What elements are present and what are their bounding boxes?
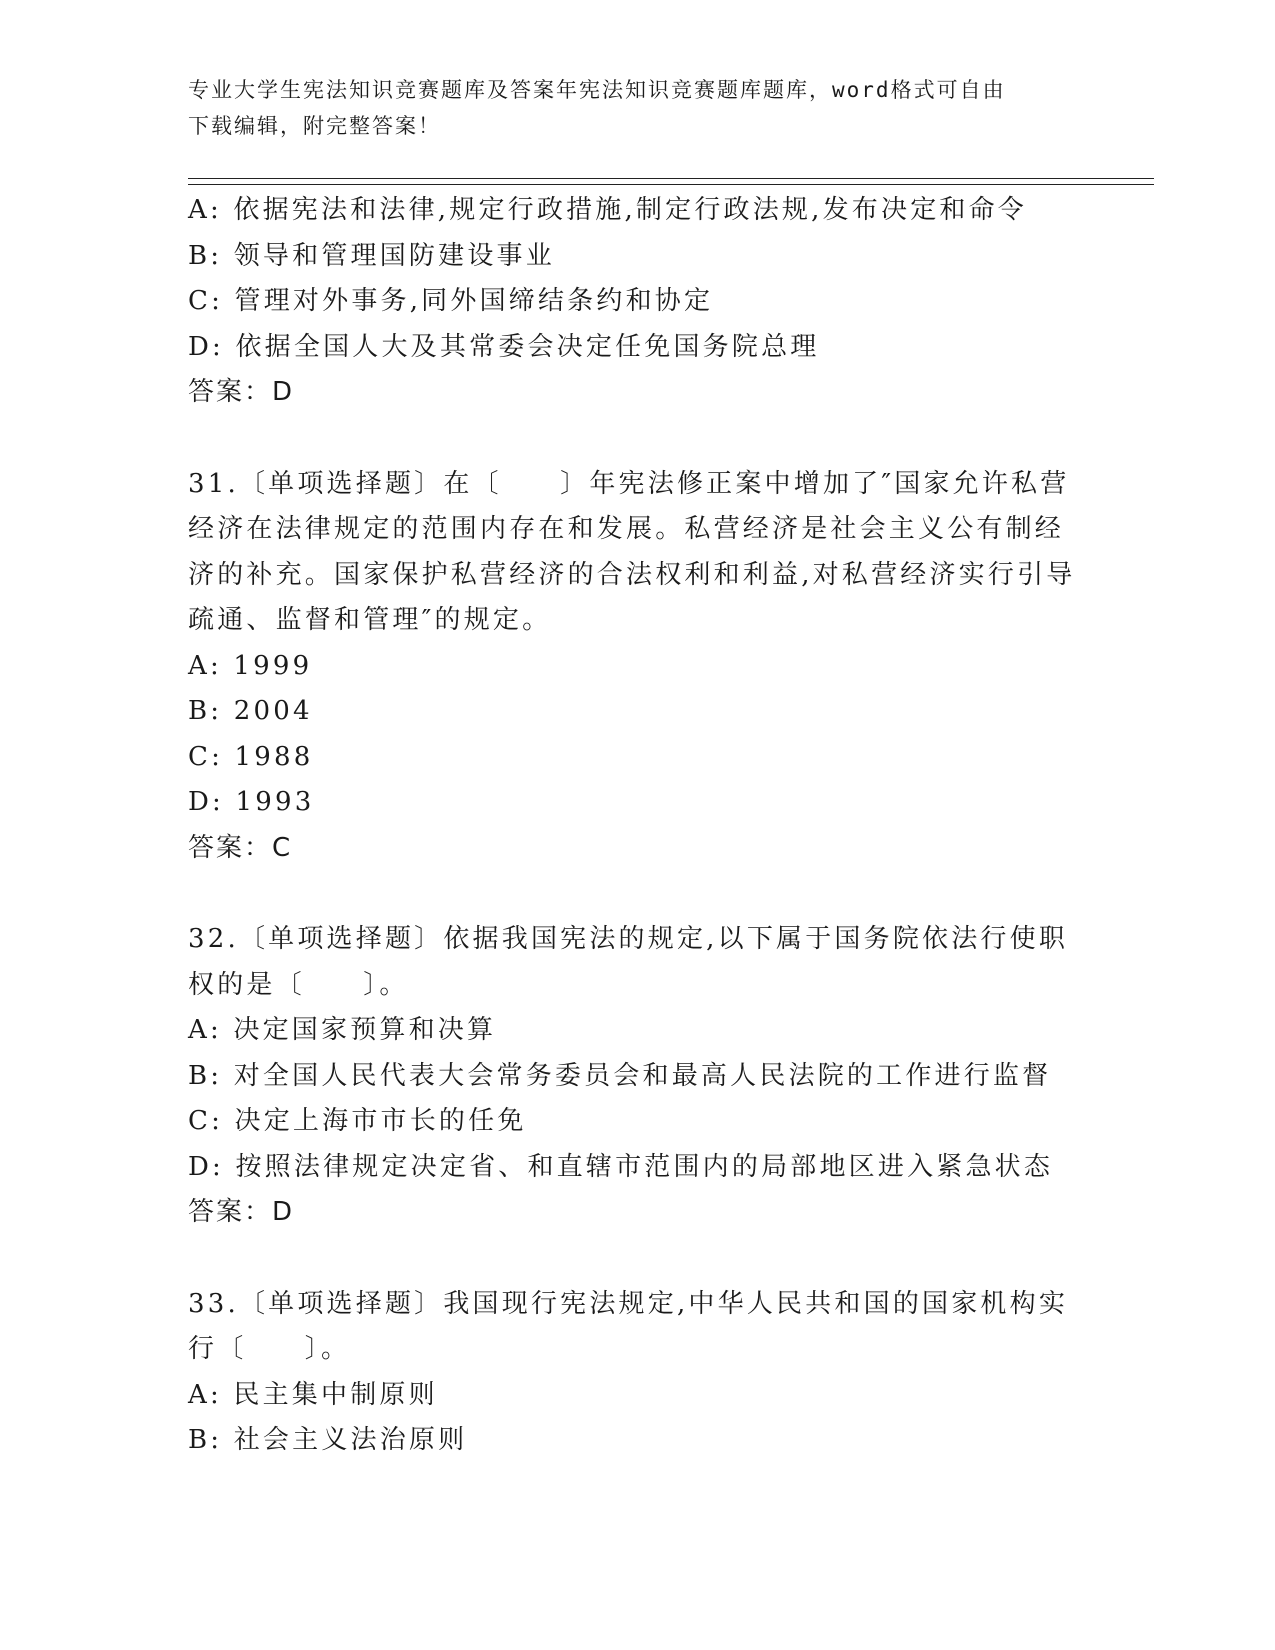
question-30 (188, 188, 1088, 416)
option-c: C: 决定上海市市长的任免 (188, 1106, 527, 1136)
option-d: D: 依据全国人大及其常委会决定任免国务院总理 (188, 331, 820, 362)
header-line-2: 下载编辑，附完整答案！ (188, 114, 441, 138)
question-33 (188, 1282, 1088, 1464)
question-stem-line: 经济在法律规定的范围内存在和发展。私营经济是社会主义公有制经 (188, 514, 1065, 544)
question-stem-line: 权的是〔 〕。 (188, 969, 409, 1000)
answer-label: 答案：D (188, 1197, 295, 1227)
option-c: C: 管理对外事务,同外国缔结条约和协定 (188, 286, 714, 316)
question-stem-line: 行〔 〕。 (188, 1334, 351, 1364)
option-b: B: 领导和管理国防建设事业 (188, 240, 555, 271)
option-d: D: 1993 (188, 787, 315, 817)
option-b: B: 2004 (188, 696, 313, 726)
question-stem-line: 31.〔单项选择题〕在〔 〕年宪法修正案中增加了″国家允许私营 (188, 468, 1070, 499)
option-a: A: 1999 (188, 650, 313, 681)
header-line-1: 专业大学生宪法知识竞赛题库及答案年宪法知识竞赛题库题库，word格式可自由 (188, 78, 1006, 102)
option-c: C: 1988 (188, 741, 314, 772)
option-a: A: 民主集中制原则 (188, 1379, 438, 1410)
answer-label: 答案：C (188, 832, 293, 863)
option-a: A: 依据宪法和法律,规定行政措施,制定行政法规,发布决定和命令 (188, 195, 1027, 225)
question-32 (188, 917, 1088, 1236)
question-stem-line: 33.〔单项选择题〕我国现行宪法规定,中华人民共和国的国家机构实 (188, 1288, 1069, 1319)
option-a: A: 决定国家预算和决算 (188, 1015, 497, 1045)
question-stem-line: 济的补充。国家保护私营经济的合法权利和利益,对私营经济实行引导 (188, 559, 1076, 590)
header-divider-top (188, 178, 1154, 179)
answer-label: 答案：D (188, 377, 295, 407)
question-list (188, 188, 1088, 1464)
question-31 (188, 462, 1088, 872)
option-b: B: 社会主义法治原则 (188, 1425, 468, 1455)
header-divider-bottom (188, 184, 1154, 185)
option-d: D: 按照法律规定决定省、和直辖市范围内的局部地区进入紧急状态 (188, 1151, 1054, 1182)
question-stem-line: 32.〔单项选择题〕依据我国宪法的规定,以下属于国务院依法行使职 (188, 924, 1069, 954)
question-stem-line: 疏通、监督和管理″的规定。 (188, 605, 552, 635)
option-b: B: 对全国人民代表大会常务委员会和最高人民法院的工作进行监督 (188, 1060, 1052, 1091)
document-header (188, 72, 1068, 144)
